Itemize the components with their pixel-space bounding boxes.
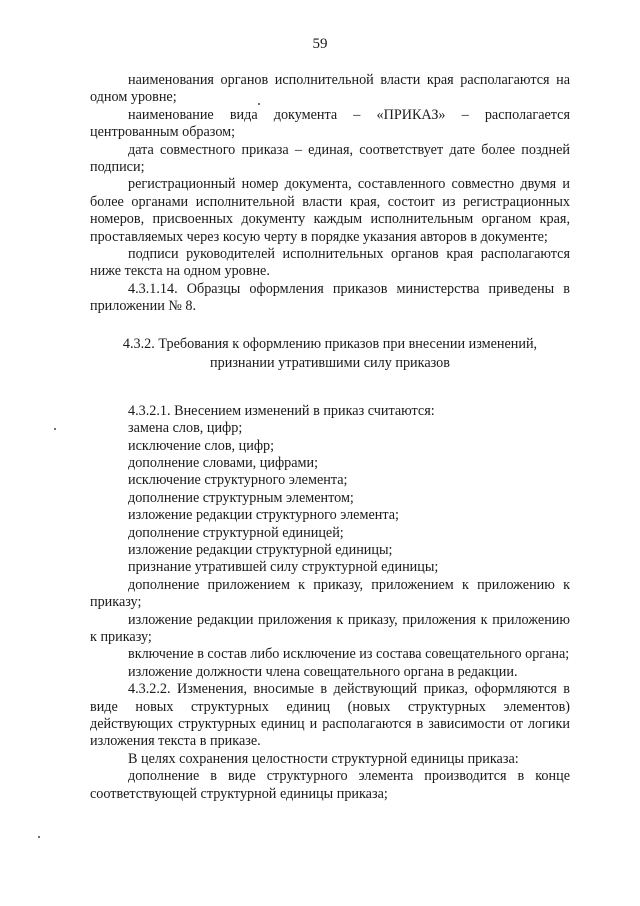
paragraph-integrity: В целях сохранения целостности структурной единицы приказа: [128, 750, 519, 767]
paragraph-4-3-2-2: 4.3.2.2. Изменения, вносимые в действующий приказ, оформляются в виде новых структурных единиц (новых структурных элементов) действующих структурных единиц и располагаются в зависимости от логики изложения текста в приказе. [90, 681, 570, 750]
document-body [90, 72, 570, 803]
heading-line-1: 4.3.2. Требования к оформлению приказов при внесении изменений, [122, 335, 538, 352]
list-item: дополнение структурным элементом; [128, 489, 354, 506]
scan-speck [38, 836, 40, 838]
list-item: изложение редакции структурной единицы; [128, 541, 393, 558]
list-item: изложение должности члена совещательного органа в редакции. [128, 663, 518, 680]
paragraph-4-3-2-1: 4.3.2.1. Внесением изменений в приказ считаются: [128, 402, 435, 419]
paragraph-addition: дополнение в виде структурного элемента производится в конце соответствующей структурной единицы приказа; [90, 768, 570, 802]
section-heading-4-3-2 [90, 335, 570, 373]
list-item: признание утратившей силу структурной единицы; [128, 559, 439, 576]
paragraph-org-names: наименования органов исполнительной власти края располагаются на одном уровне; [90, 72, 570, 106]
scan-speck [54, 428, 56, 430]
paragraph-signatures: подписи руководителей исполнительных органов края располагаются ниже текста на одном уровне. [90, 246, 570, 280]
paragraph-date: дата совместного приказа – единая, соответствует дате более поздней подписи; [90, 141, 570, 176]
list-item: изложение редакции приложения к приказу, приложения к приложению к приказу; [90, 611, 570, 645]
paragraph-doc-type: наименование вида документа – «ПРИКАЗ» – располагается центрованным образом; [90, 106, 570, 141]
list-item: дополнение структурной единицей; [128, 524, 344, 541]
list-item: исключение слов, цифр; [128, 437, 275, 454]
page-number: 59 [312, 36, 328, 52]
heading-line-2: признании утратившими силу приказов [210, 354, 450, 371]
list-item: дополнение приложением к приказу, приложением к приложению к приказу; [90, 576, 570, 611]
list-item: дополнение словами, цифрами; [128, 454, 319, 471]
list-item: включение в состав либо исключение из состава совещательного органа; [128, 646, 570, 663]
paragraph-reg-number: регистрационный номер документа, составленного совместно двумя и более органами исполнительной власти края, состоит из регистрационных номеров, присвоенных документу каждым исполнительным органом края, проставляемых через косую черту в порядке указания авторов в документе; [90, 176, 570, 245]
list-item: изложение редакции структурного элемента; [128, 507, 399, 524]
list-item: исключение структурного элемента; [128, 472, 348, 489]
scan-speck [258, 103, 260, 105]
paragraph-4-3-1-14: 4.3.1.14. Образцы оформления приказов министерства приведены в приложении № 8. [90, 280, 570, 315]
list-item: замена слов, цифр; [128, 420, 243, 437]
